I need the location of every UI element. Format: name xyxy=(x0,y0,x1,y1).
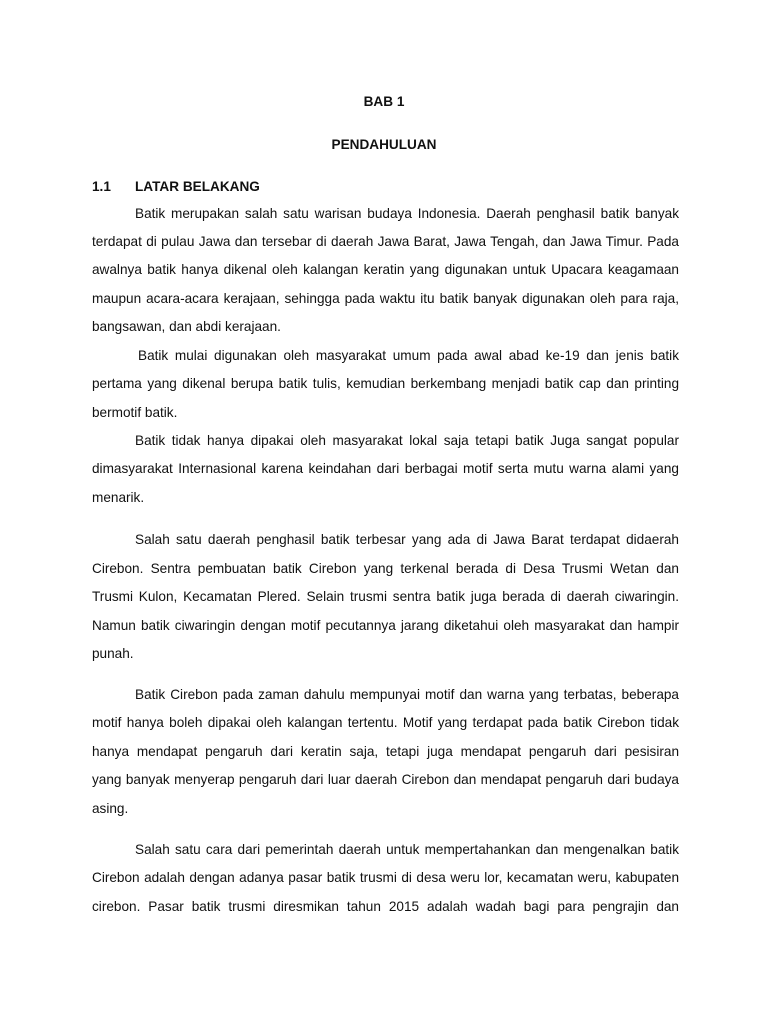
paragraph-4-line-3: Trusmi Kulon, Kecamatan Plered. Selain trusmi sentra batik juga berada di daerah ciwaringin. xyxy=(92,589,679,604)
section-number: 1.1 xyxy=(92,179,111,194)
paragraph-5-line-4: yang banyak menyerap pengaruh dari luar daerah Cirebon dan mendapat pengaruh dari budaya xyxy=(92,772,679,787)
paragraph-1-line-5: bangsawan, dan abdi kerajaan. xyxy=(92,319,281,334)
paragraph-6-line-3: cirebon. Pasar batik trusmi diresmikan tahun 2015 adalah wadah bagi para pengrajin dan xyxy=(92,899,679,914)
paragraph-4-line-4: Namun batik ciwaringin dengan motif pecutannya jarang diketahui oleh masyarakat dan hampir xyxy=(92,618,679,633)
paragraph-1-line-1: Batik merupakan salah satu warisan budaya Indonesia. Daerah penghasil batik banyak xyxy=(135,206,679,221)
paragraph-2-line-2: pertama yang dikenal berupa batik tulis, kemudian berkembang menjadi batik cap dan printing xyxy=(92,376,679,391)
paragraph-5-line-2: motif hanya boleh dipakai oleh kalangan tertentu. Motif yang terdapat pada batik Cirebon tidak xyxy=(92,715,679,730)
chapter-label: BAB 1 xyxy=(363,94,405,109)
paragraph-2-line-1: Batik mulai digunakan oleh masyarakat umum pada awal abad ke-19 dan jenis batik xyxy=(138,348,679,363)
section-title: LATAR BELAKANG xyxy=(135,179,260,194)
paragraph-2-line-3: bermotif batik. xyxy=(92,405,178,420)
paragraph-1-line-3: awalnya batik hanya dikenal oleh kalangan keratin yang digunakan untuk Upacara keagamaan xyxy=(92,262,679,277)
paragraph-5-line-1: Batik Cirebon pada zaman dahulu mempunyai motif dan warna yang terbatas, beberapa xyxy=(135,687,679,702)
paragraph-6-line-1: Salah satu cara dari pemerintah daerah untuk mempertahankan dan mengenalkan batik xyxy=(135,842,679,857)
paragraph-6-line-2: Cirebon adalah dengan adanya pasar batik trusmi di desa weru lor, kecamatan weru, kabupaten xyxy=(92,870,679,885)
paragraph-3-line-1: Batik tidak hanya dipakai oleh masyarakat lokal saja tetapi batik Juga sangat popular xyxy=(135,433,679,448)
section-heading xyxy=(92,179,260,195)
paragraph-4-line-5: punah. xyxy=(92,646,134,661)
paragraph-4-line-1: Salah satu daerah penghasil batik terbesar yang ada di Jawa Barat terdapat didaerah xyxy=(135,532,679,547)
paragraph-4-line-2: Cirebon. Sentra pembuatan batik Cirebon yang terkenal berada di Desa Trusmi Wetan dan xyxy=(92,561,679,576)
chapter-title: PENDAHULUAN xyxy=(331,137,437,152)
paragraph-5-line-3: hanya mendapat pengaruh dari keratin saja, tetapi juga mendapat pengaruh dari pesisiran xyxy=(92,744,679,759)
paragraph-3-line-3: menarik. xyxy=(92,490,145,505)
paragraph-3-line-2: dimasyarakat Internasional karena keindahan dari berbagai motif serta mutu warna alami yang xyxy=(92,461,679,476)
paragraph-1-line-4: maupun acara-acara kerajaan, sehingga pada waktu itu batik banyak digunakan oleh para raja, xyxy=(92,291,679,306)
paragraph-5-line-5: asing. xyxy=(92,801,129,816)
paragraph-1-line-2: terdapat di pulau Jawa dan tersebar di daerah Jawa Barat, Jawa Tengah, dan Jawa Timur. Pada xyxy=(92,234,679,249)
